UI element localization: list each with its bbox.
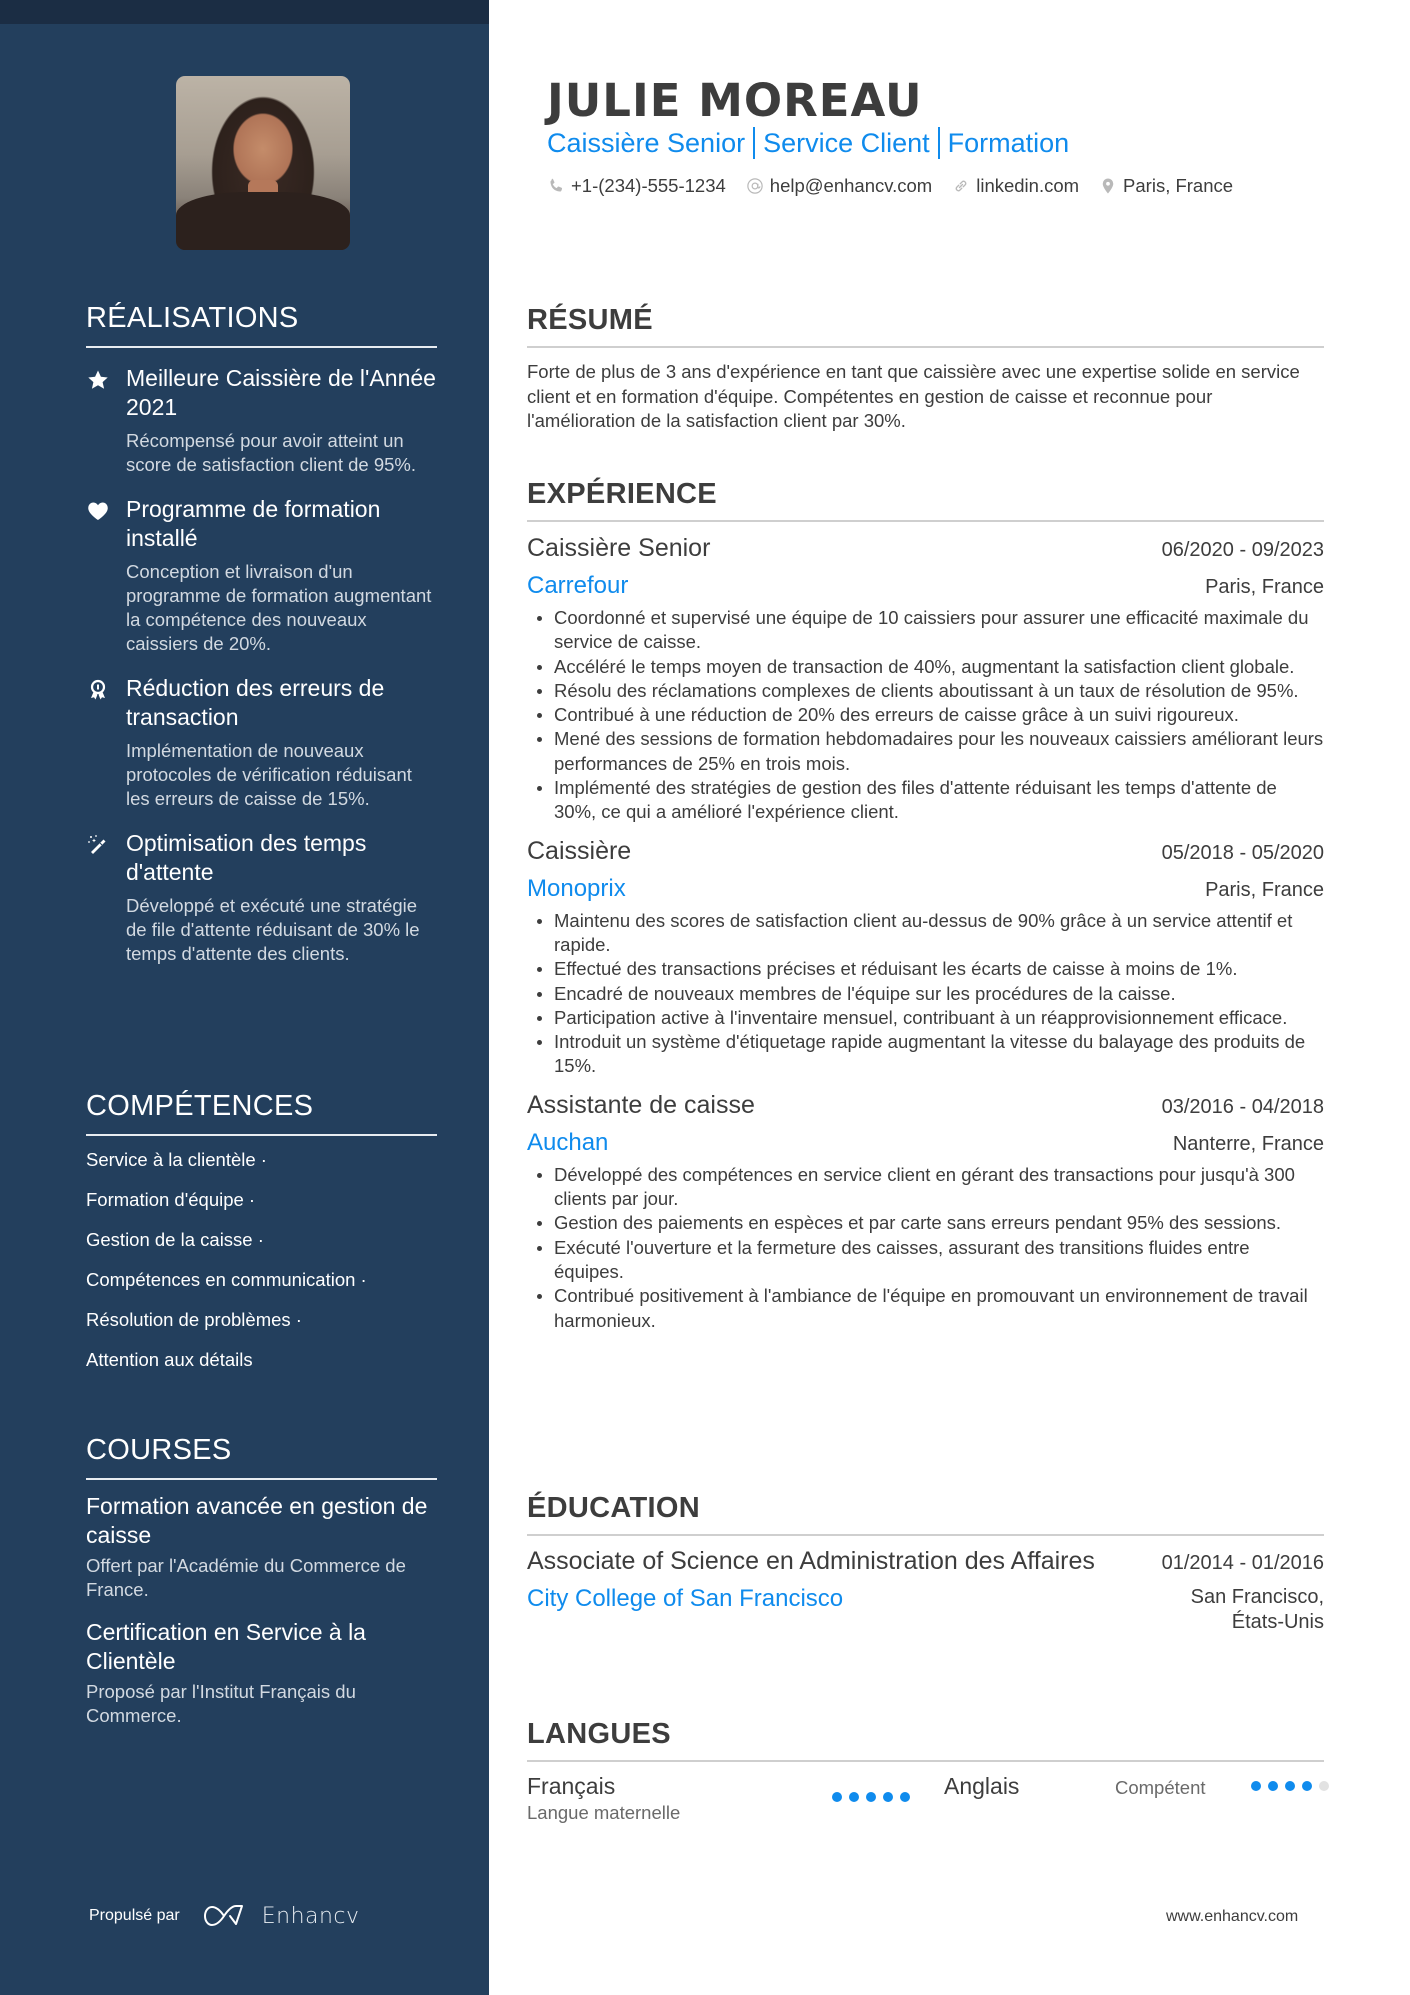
rating-dot-filled <box>1302 1781 1312 1791</box>
profile-photo <box>176 76 350 250</box>
headline-part: Caissière Senior <box>547 128 746 158</box>
language-item <box>944 1772 1324 1825</box>
job-entry <box>527 532 1324 825</box>
job-title: Caissière <box>527 836 632 865</box>
enhancv-brand-name: Enhancv <box>261 1903 360 1929</box>
course-title: Formation avancée en gestion de caisse <box>86 1493 428 1548</box>
courses-section <box>86 1432 437 1728</box>
experience-heading: EXPÉRIENCE <box>527 476 1324 522</box>
job-entry <box>527 1089 1324 1333</box>
phone-text: +1-(234)-555-1234 <box>571 175 726 196</box>
rating-dot-filled <box>1251 1781 1261 1791</box>
contact-info <box>547 175 1253 197</box>
sidebar-top-bar <box>0 0 489 24</box>
bullet-item: Encadré de nouveaux membres de l'équipe sur les procédures de la caisse. <box>527 982 1324 1006</box>
education-school[interactable]: City College of San Francisco <box>527 1585 844 1612</box>
rating-dot-filled <box>849 1792 859 1802</box>
contact-email[interactable] <box>746 175 932 197</box>
rating-dot-filled <box>866 1792 876 1802</box>
bullet-item: Contribué positivement à l'ambiance de l'équipe en promouvant un environnement de travail harmonieux. <box>527 1284 1324 1333</box>
bullet-item: Contribué à une réduction de 20% des erreurs de caisse grâce à un suivi rigoureux. <box>527 703 1324 727</box>
job-title: Assistante de caisse <box>527 1090 755 1119</box>
education-section <box>527 1490 1324 1635</box>
star-icon <box>86 368 110 392</box>
education-heading: ÉDUCATION <box>527 1490 1324 1536</box>
bullet-item: Participation active à l'inventaire mensuel, contribuant à un réapprovisionnement efficace. <box>527 1006 1324 1030</box>
achievement-description: Conception et livraison d'un programme de formation augmentant la compétence des nouveaux caissiers de 20%. <box>126 561 432 654</box>
achievement-item <box>86 674 437 811</box>
achievement-title: Meilleure Caissière de l'Année 2021 <box>126 365 436 420</box>
education-location-city: San Francisco, <box>1190 1586 1324 1608</box>
course-description: Offert par l'Académie du Commerce de France. <box>86 1555 406 1600</box>
job-bullets <box>527 606 1324 825</box>
job-dates: 03/2016 - 04/2018 <box>1161 1095 1324 1118</box>
courses-heading: COURSES <box>86 1432 437 1480</box>
bullet-item: Développé des compétences en service client en gérant des transactions pour jusqu'à 300 clients par jour. <box>527 1163 1324 1212</box>
achievement-description: Récompensé pour avoir atteint un score de satisfaction client de 95%. <box>126 430 416 475</box>
course-item <box>86 1618 437 1728</box>
contact-phone[interactable] <box>547 175 726 197</box>
bullet-item: Introduit un système d'étiquetage rapide augmentant la vitesse du balayage des produits de 15%. <box>527 1030 1324 1079</box>
email-text: help@enhancv.com <box>769 175 933 196</box>
job-company[interactable]: Auchan <box>527 1128 609 1156</box>
powered-by-label: Propulsé par <box>89 1907 180 1924</box>
bullet-item: Effectué des transactions précises et réduisant les écarts de caisse à moins de 1%. <box>527 957 1324 981</box>
language-item <box>527 1772 944 1825</box>
bullet-item: Implémenté des stratégies de gestion des files d'attente réduisant les temps d'attente de 30%, ce qui a amélioré l'expérience client. <box>527 776 1324 825</box>
skill-item: Formation d'équipe · <box>86 1189 256 1210</box>
contact-location <box>1099 175 1233 197</box>
bullet-item: Maintenu des scores de satisfaction client au-dessus de 90% grâce à un service attentif et rapide. <box>527 909 1324 958</box>
course-item <box>86 1492 437 1602</box>
footer-website-link[interactable]: www.enhancv.com <box>1166 1908 1299 1925</box>
contact-linkedin[interactable] <box>952 175 1079 197</box>
language-level: Langue maternelle <box>527 1802 681 1823</box>
photo-shirt-shape <box>176 192 350 250</box>
rating-dot-filled <box>1268 1781 1278 1791</box>
achievements-heading: RÉALISATIONS <box>86 300 437 348</box>
skill-item: Service à la clientèle · <box>86 1149 267 1170</box>
job-title: Caissière Senior <box>527 534 711 562</box>
rating-dot-filled <box>883 1792 893 1802</box>
bullet-item: Mené des sessions de formation hebdomadaires pour les nouveaux caissiers améliorant leurs performances de 25% en trois mois. <box>527 727 1324 776</box>
bullet-item: Exécuté l'ouverture et la fermeture des caisses, assurant des transitions fluides entre équipes. <box>527 1236 1324 1285</box>
course-description: Proposé par l'Institut Français du Commerce. <box>86 1681 356 1726</box>
candidate-headline <box>547 126 1069 160</box>
languages-heading: LANGUES <box>527 1716 1324 1762</box>
skills-section <box>86 1088 437 1372</box>
candidate-name: JULIE MOREAU <box>547 74 923 127</box>
location-pin-icon <box>1099 177 1117 195</box>
achievement-title: Réduction des erreurs de transaction <box>126 675 385 730</box>
job-dates: 05/2018 - 05/2020 <box>1161 841 1324 864</box>
achievements-section <box>86 300 437 966</box>
bullet-item: Accéléré le temps moyen de transaction de 40%, augmentant la satisfaction client globale. <box>527 655 1324 679</box>
achievement-title: Programme de formation installé <box>126 496 381 551</box>
job-location: Paris, France <box>1205 878 1324 901</box>
headline-separator <box>938 127 940 159</box>
magic-wand-icon <box>86 833 110 857</box>
language-rating <box>832 1792 917 1802</box>
summary-heading: RÉSUMÉ <box>527 302 1324 348</box>
rating-dot-empty <box>1319 1781 1329 1791</box>
languages-list <box>527 1772 1324 1825</box>
language-name: Français <box>527 1773 616 1799</box>
rating-dot-filled <box>900 1792 910 1802</box>
job-bullets <box>527 1163 1324 1333</box>
bullet-item: Résolu des réclamations complexes de clients aboutissant à un taux de résolution de 95%. <box>527 679 1324 703</box>
achievement-item <box>86 364 437 477</box>
summary-section <box>527 302 1324 434</box>
education-degree: Associate of Science en Administration des Affaires <box>527 1547 1095 1575</box>
achievement-item <box>86 495 437 656</box>
achievement-title: Optimisation des temps d'attente <box>126 830 367 885</box>
skill-item: Compétences en communication · <box>86 1269 367 1290</box>
phone-icon <box>547 177 565 195</box>
job-company[interactable]: Carrefour <box>527 572 629 599</box>
achievement-item <box>86 829 437 966</box>
summary-text: Forte de plus de 3 ans d'expérience en tant que caissière avec une expertise solide en service client et en formation d'équipe. Compétentes en gestion de caisse et reconnue pour l'amélioration de la satisfaction client par 30%. <box>527 361 1300 431</box>
job-location: Nanterre, France <box>1172 1132 1324 1155</box>
headline-separator <box>753 127 755 159</box>
rating-dot-filled <box>832 1792 842 1802</box>
achievement-description: Développé et exécuté une stratégie de file d'attente réduisant de 30% le temps d'attente des clients. <box>126 895 420 964</box>
language-name: Anglais <box>944 1773 1020 1799</box>
location-text: Paris, France <box>1123 175 1234 196</box>
heart-icon <box>86 499 110 523</box>
skill-item: Résolution de problèmes · <box>86 1309 302 1330</box>
course-title: Certification en Service à la Clientèle <box>86 1619 366 1674</box>
sidebar <box>0 0 489 1995</box>
headline-part: Formation <box>947 128 1070 158</box>
powered-by <box>89 1903 360 1929</box>
headline-part: Service Client <box>763 128 930 158</box>
enhancv-logo-icon <box>202 1903 250 1929</box>
skill-item: Attention aux détails <box>86 1349 253 1370</box>
award-medal-icon <box>86 678 110 702</box>
bullet-item: Gestion des paiements en espèces et par carte sans erreurs pendant 95% des sessions. <box>527 1211 1324 1235</box>
job-dates: 06/2020 - 09/2023 <box>1161 539 1324 561</box>
job-company[interactable]: Monoprix <box>527 874 626 902</box>
linkedin-text: linkedin.com <box>976 175 1080 196</box>
job-entry <box>527 835 1324 1079</box>
skill-item: Gestion de la caisse · <box>86 1229 264 1250</box>
skills-heading: COMPÉTENCES <box>86 1088 437 1136</box>
education-location <box>1191 1585 1324 1635</box>
language-level: Compétent <box>1115 1777 1206 1798</box>
experience-section <box>527 476 1324 1333</box>
education-location-country: États-Unis <box>1231 1611 1324 1633</box>
at-icon <box>746 177 764 195</box>
language-rating <box>1251 1781 1336 1791</box>
rating-dot-filled <box>1285 1781 1295 1791</box>
link-icon <box>952 177 970 195</box>
bullet-item: Coordonné et supervisé une équipe de 10 caissiers pour assurer une efficacité maximale du service de caisse. <box>527 606 1324 655</box>
languages-section <box>527 1716 1324 1825</box>
education-dates: 01/2014 - 01/2016 <box>1161 1552 1324 1574</box>
achievement-description: Implémentation de nouveaux protocoles de vérification réduisant les erreurs de caisse de 15%. <box>126 740 412 809</box>
job-bullets <box>527 909 1324 1079</box>
job-location: Paris, France <box>1205 576 1324 598</box>
